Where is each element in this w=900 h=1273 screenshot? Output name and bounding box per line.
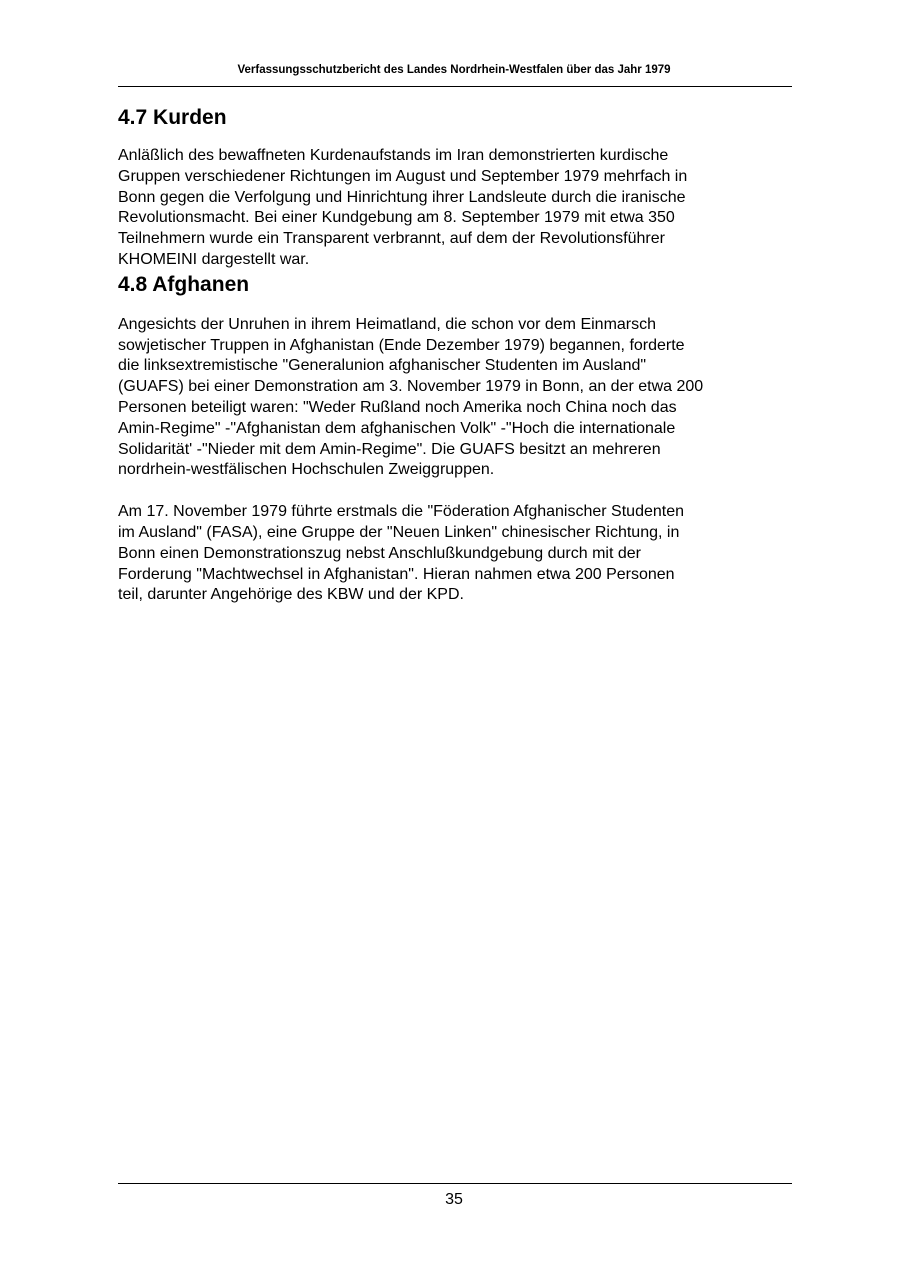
section-heading-afghanen: 4.8 Afghanen <box>118 272 250 296</box>
paragraph-afghanen-guafs: Angesichts der Unruhen in ihrem Heimatland, die schon vor dem Einmarsch sowjetischer Truppen in Afghanistan (Ende Dezember 1979) begannen, forderte die linksextremistische "Generalunion afghanischer Studenten im Ausland" (GUAFS) bei einer Demonstration am 3. November 1979 in Bonn, an der etwa 200 Personen beteiligt waren: "Weder Rußland noch Amerika noch China noch das Amin-Regime" -"Afghanistan dem afghanischen Volk" -"Hoch die internationale Solidarität' -"Nieder mit dem Amin-Regime". Die GUAFS besitzt an mehreren nordrhein-westfälischen Hochschulen Zweiggruppen. <box>118 315 704 479</box>
section-heading-kurden: 4.7 Kurden <box>118 106 227 129</box>
paragraph-kurden: Anläßlich des bewaffneten Kurdenaufstands im Iran demonstrierten kurdische Gruppen verschiedener Richtungen im August und September 1979 mehrfach in Bonn gegen die Verfolgung und Hinrichtung ihrer Landsleute durch die iranische Revolutionsmacht. Bei einer Kundgebung am 8. September 1979 mit etwa 350 Teilnehmern wurde ein Transparent verbrannt, auf dem der Revolutionsführer KHOMEINI dargestellt war. <box>118 147 688 268</box>
page-header: Verfassungsschutzbericht des Landes Nordrhein-Westfalen über das Jahr 1979 <box>237 64 671 76</box>
header-rule <box>118 86 792 87</box>
section-afghanen <box>118 271 798 606</box>
paragraph-afghanen-fasa: Am 17. November 1979 führte erstmals die "Föderation Afghanischer Studenten im Ausland" (FASA), eine Gruppe der "Neuen Linken" chinesischer Richtung, in Bonn einen Demonstrationszug nebst Anschlußkundgebung durch mit der Forderung "Machtwechsel in Afghanistan". Hieran nahmen etwa 200 Personen teil, darunter Angehörige des KBW und der KPD. <box>118 503 684 604</box>
section-kurden <box>118 104 798 271</box>
page-number: 35 <box>445 1191 463 1208</box>
footer-rule <box>118 1183 792 1184</box>
document-body <box>118 104 798 606</box>
